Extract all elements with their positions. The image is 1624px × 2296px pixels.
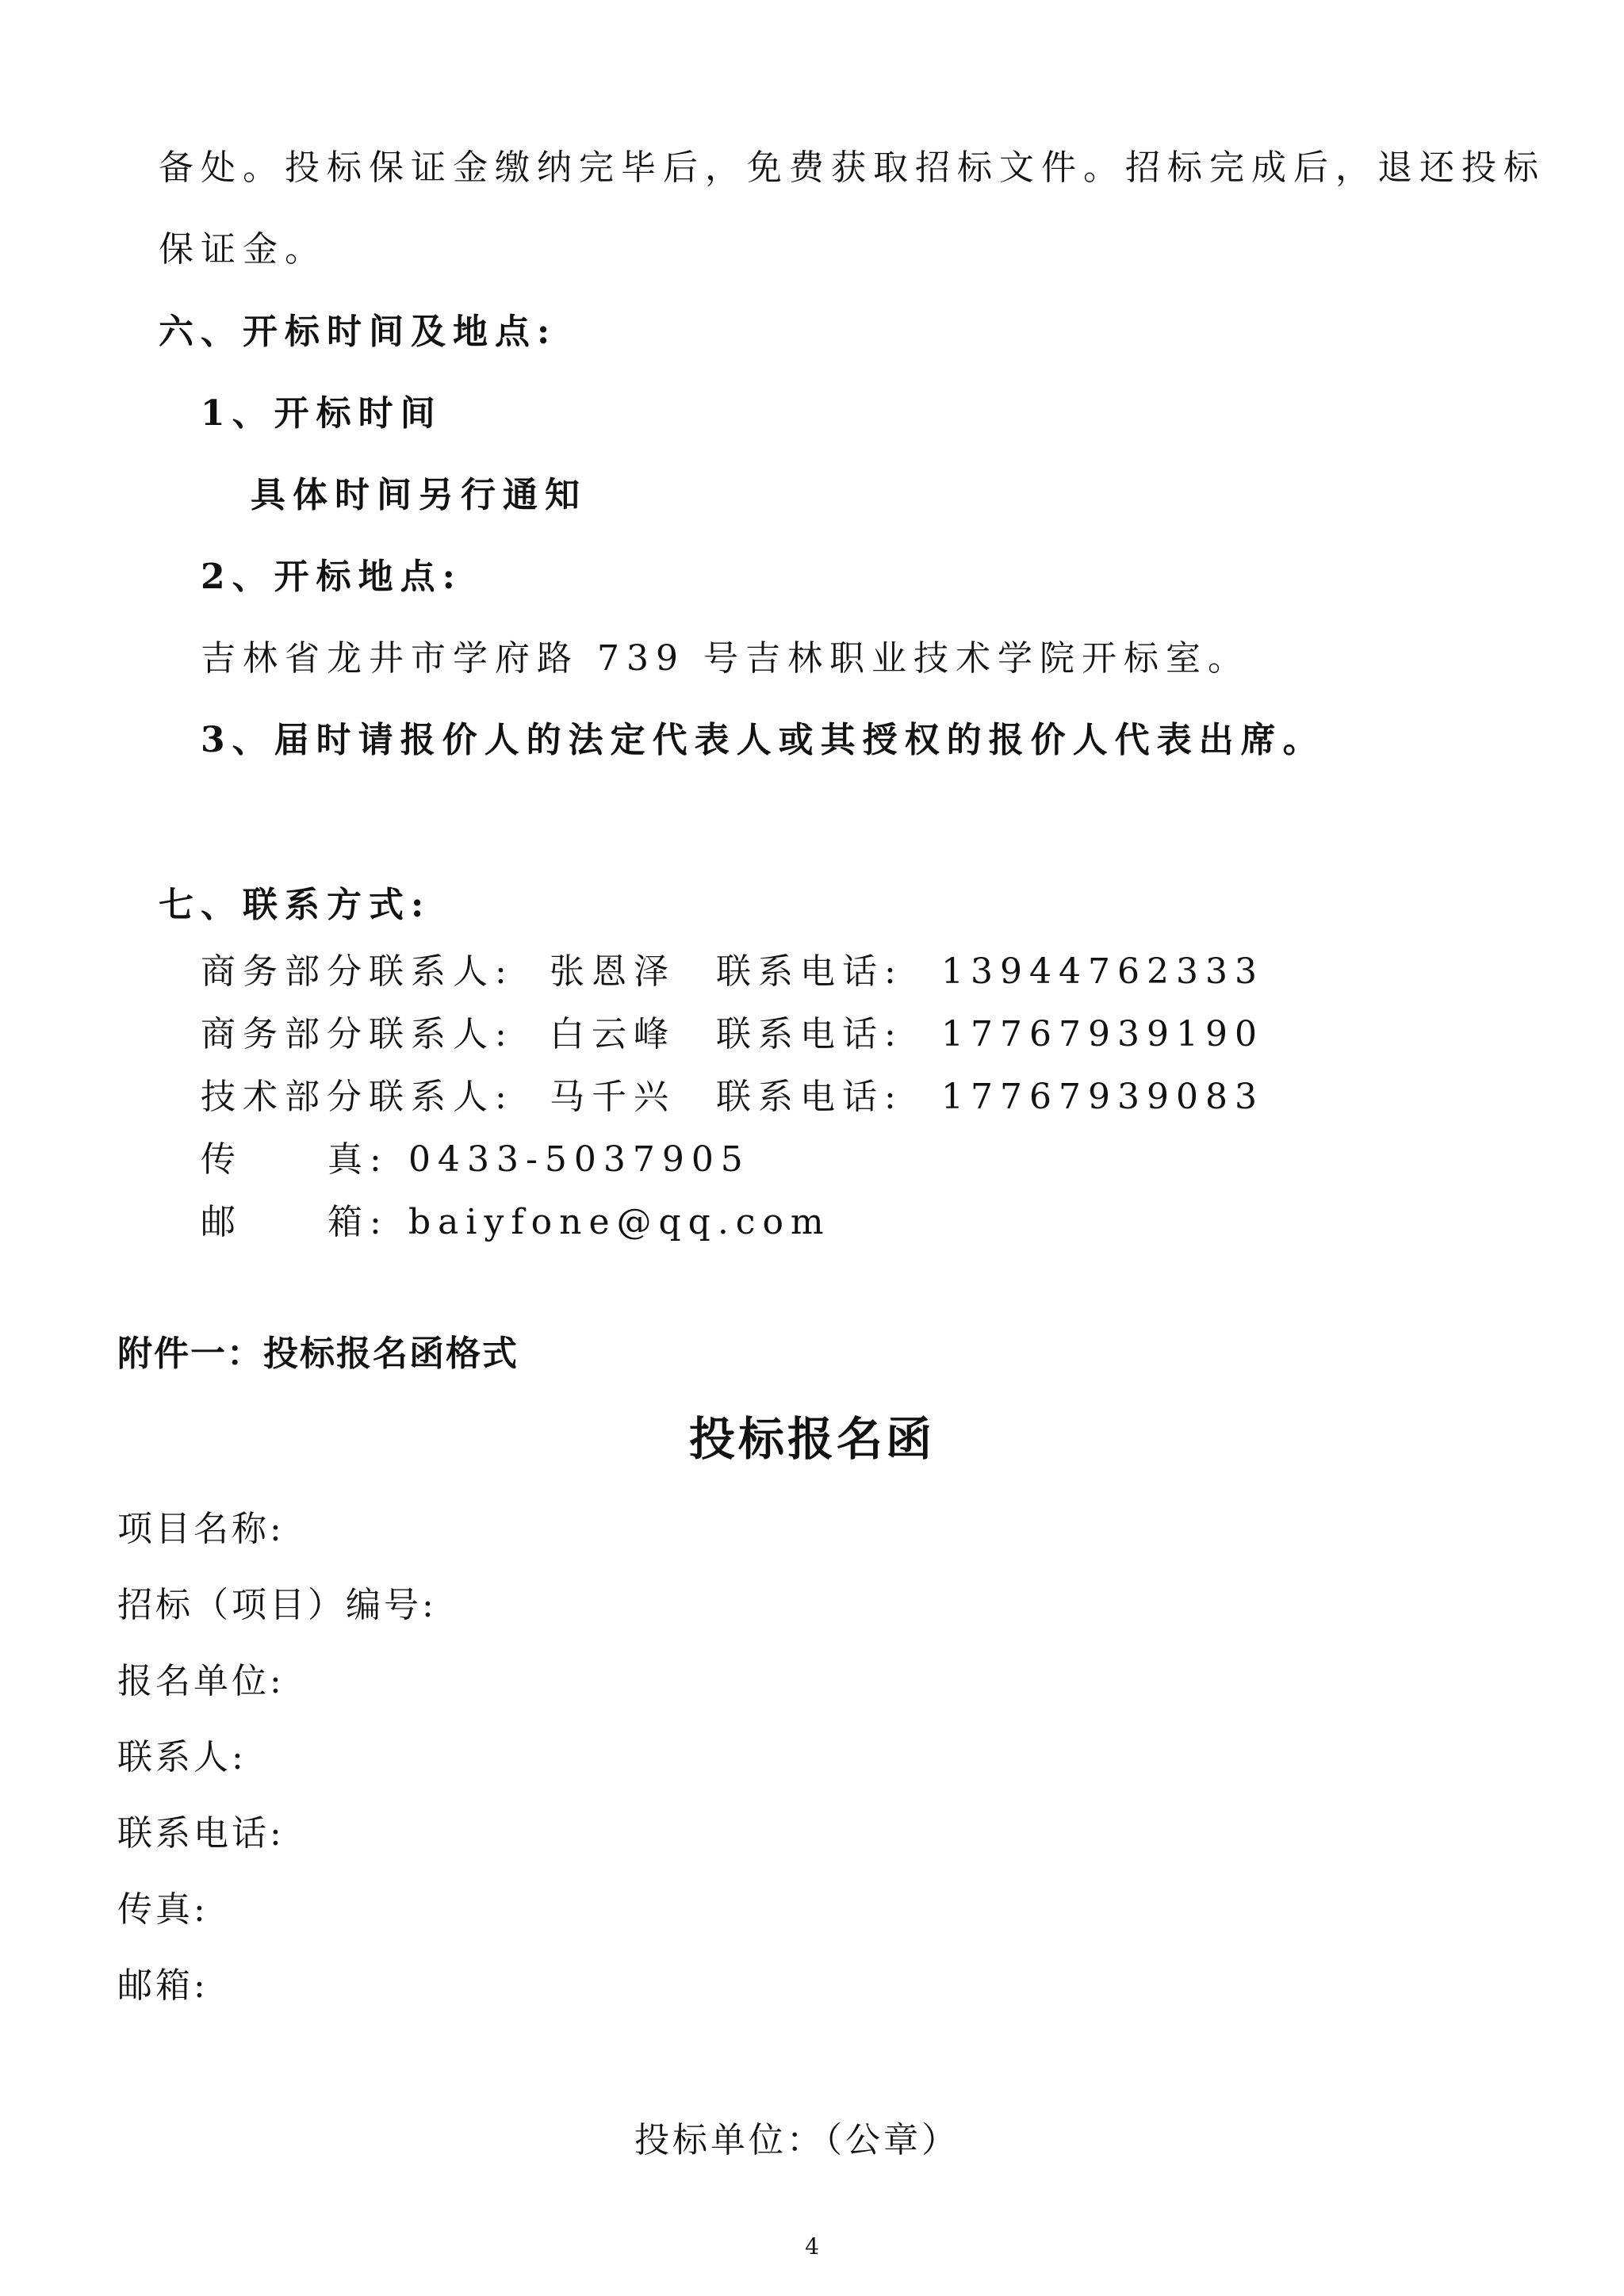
email-label-char: 邮 xyxy=(201,1202,243,1242)
subsection-text: 具体时间另行通知 xyxy=(251,475,587,515)
form-field-label: 项目名称: xyxy=(117,1509,285,1549)
subsection-text: 吉林省龙井市学府路 739 号吉林职业技术学院开标室。 xyxy=(201,638,1250,679)
fax-label-char: 真: xyxy=(327,1139,389,1180)
email-value: baiyfone@qq.com xyxy=(408,1202,831,1242)
fax-label-char: 传 xyxy=(201,1139,243,1180)
paragraph-line: 保证金。 xyxy=(159,229,327,270)
page-number: 4 xyxy=(805,2233,819,2260)
contact-name: 马千兴 xyxy=(550,1077,676,1117)
signature-line: 投标单位：（公章） xyxy=(634,2120,959,2160)
contact-phone: 17767939190 xyxy=(941,1014,1264,1054)
contact-role: 技术部分联系人: xyxy=(201,1077,514,1117)
form-field-label: 联系人: xyxy=(117,1737,247,1777)
contact-phone: 13944762333 xyxy=(941,951,1264,992)
section-heading: 六、开标时间及地点: xyxy=(159,312,557,352)
paragraph-line: 备处。投标保证金缴纳完毕后，免费获取招标文件。招标完成后，退还投标 xyxy=(159,147,1545,188)
contact-role: 商务部分联系人: xyxy=(201,1014,514,1054)
contact-name: 张恩泽 xyxy=(550,951,676,992)
form-field-label: 传真: xyxy=(117,1889,209,1930)
contact-phone-label: 联系电话: xyxy=(716,951,903,992)
subsection-text: 3、届时请报价人的法定代表人或其授权的报价人代表出席。 xyxy=(201,720,1325,760)
section-heading: 七、联系方式: xyxy=(159,885,431,925)
form-field-label: 招标（项目）编号: xyxy=(117,1585,437,1625)
contact-phone: 17767939083 xyxy=(941,1077,1264,1117)
email-label-char: 箱: xyxy=(327,1202,389,1242)
contact-phone-label: 联系电话: xyxy=(716,1077,903,1117)
form-field-label: 联系电话: xyxy=(117,1813,285,1854)
subsection-heading: 2、开标地点: xyxy=(201,557,462,597)
fax-value: 0433-5037905 xyxy=(408,1139,750,1180)
contact-name: 白云峰 xyxy=(550,1014,676,1054)
contact-phone-label: 联系电话: xyxy=(716,1014,903,1054)
form-title: 投标报名函 xyxy=(688,1412,935,1466)
attachment-heading: 附件一：投标报名函格式 xyxy=(117,1334,519,1374)
form-field-label: 邮箱: xyxy=(117,1965,209,2006)
contact-role: 商务部分联系人: xyxy=(201,951,514,992)
form-field-label: 报名单位: xyxy=(117,1661,285,1701)
subsection-heading: 1、开标时间 xyxy=(201,393,442,434)
